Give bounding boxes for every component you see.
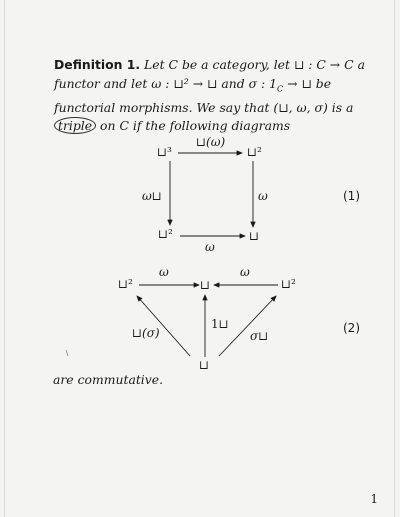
equation-number-1: (1) <box>343 189 360 203</box>
page-number: 1 <box>370 492 378 506</box>
text-functor: a functor and let <box>54 57 365 91</box>
d1-top-arrow-label: ⊔(ω) <box>196 135 226 149</box>
d1-bottom-right-object: ⊔ <box>249 229 260 243</box>
d1-top-left-object: ⊔³ <box>157 145 172 159</box>
d2-right-object: ⊔² <box>281 277 296 291</box>
text-on: on <box>100 118 116 134</box>
d2-center-arrow-label: 1⊔ <box>211 317 229 331</box>
d1-bottom-arrow-label: ω <box>205 240 215 254</box>
d2-left-object: ⊔² <box>118 277 133 291</box>
text-let: Let <box>144 57 165 72</box>
definition-heading: Definition 1. <box>54 57 141 72</box>
d2-right-diagonal-arrow-label: σ⊔ <box>250 329 269 343</box>
d1-top-right-object: ⊔² <box>247 145 262 159</box>
d2-left-top-arrow-label: ω <box>159 265 169 279</box>
d2-left-diagonal-arrow-label: ⊔(σ) <box>132 326 160 340</box>
symbol-c: C <box>168 57 179 72</box>
symbol-functor: ⊔ : <box>293 57 313 72</box>
text-following: if the following diagrams <box>132 118 291 134</box>
symbol-omega: ω : ⊔² → ⊔ <box>151 75 218 91</box>
d2-right-top-arrow-label: ω <box>240 265 250 279</box>
conclusion-text: are commutative. <box>53 372 164 387</box>
d1-left-arrow-label: ω⊔ <box>142 189 162 203</box>
d1-right-arrow-label: ω <box>258 189 268 203</box>
d1-bottom-left-object: ⊔² <box>158 227 173 241</box>
symbol-c-to-c: C → C <box>316 57 354 72</box>
symbol-triple: (⊔, ω, σ) <box>273 99 328 115</box>
d2-center-object: ⊔ <box>200 278 211 292</box>
scan-mark <box>66 350 68 356</box>
d2-bottom-object: ⊔ <box>199 358 210 372</box>
symbol-sigma: σ : $1_C$ → ⊔ <box>248 75 312 94</box>
equation-number-2: (2) <box>343 321 360 335</box>
text-be: be <box>315 75 332 91</box>
circled-word-triple: triple <box>54 117 96 134</box>
text-category: be a category, let <box>181 57 290 72</box>
symbol-c-on: C <box>119 118 129 134</box>
text-functorial: functorial morphisms. We say that <box>54 99 270 115</box>
text-and: and <box>221 75 245 91</box>
text-is-a: is a <box>331 99 354 115</box>
